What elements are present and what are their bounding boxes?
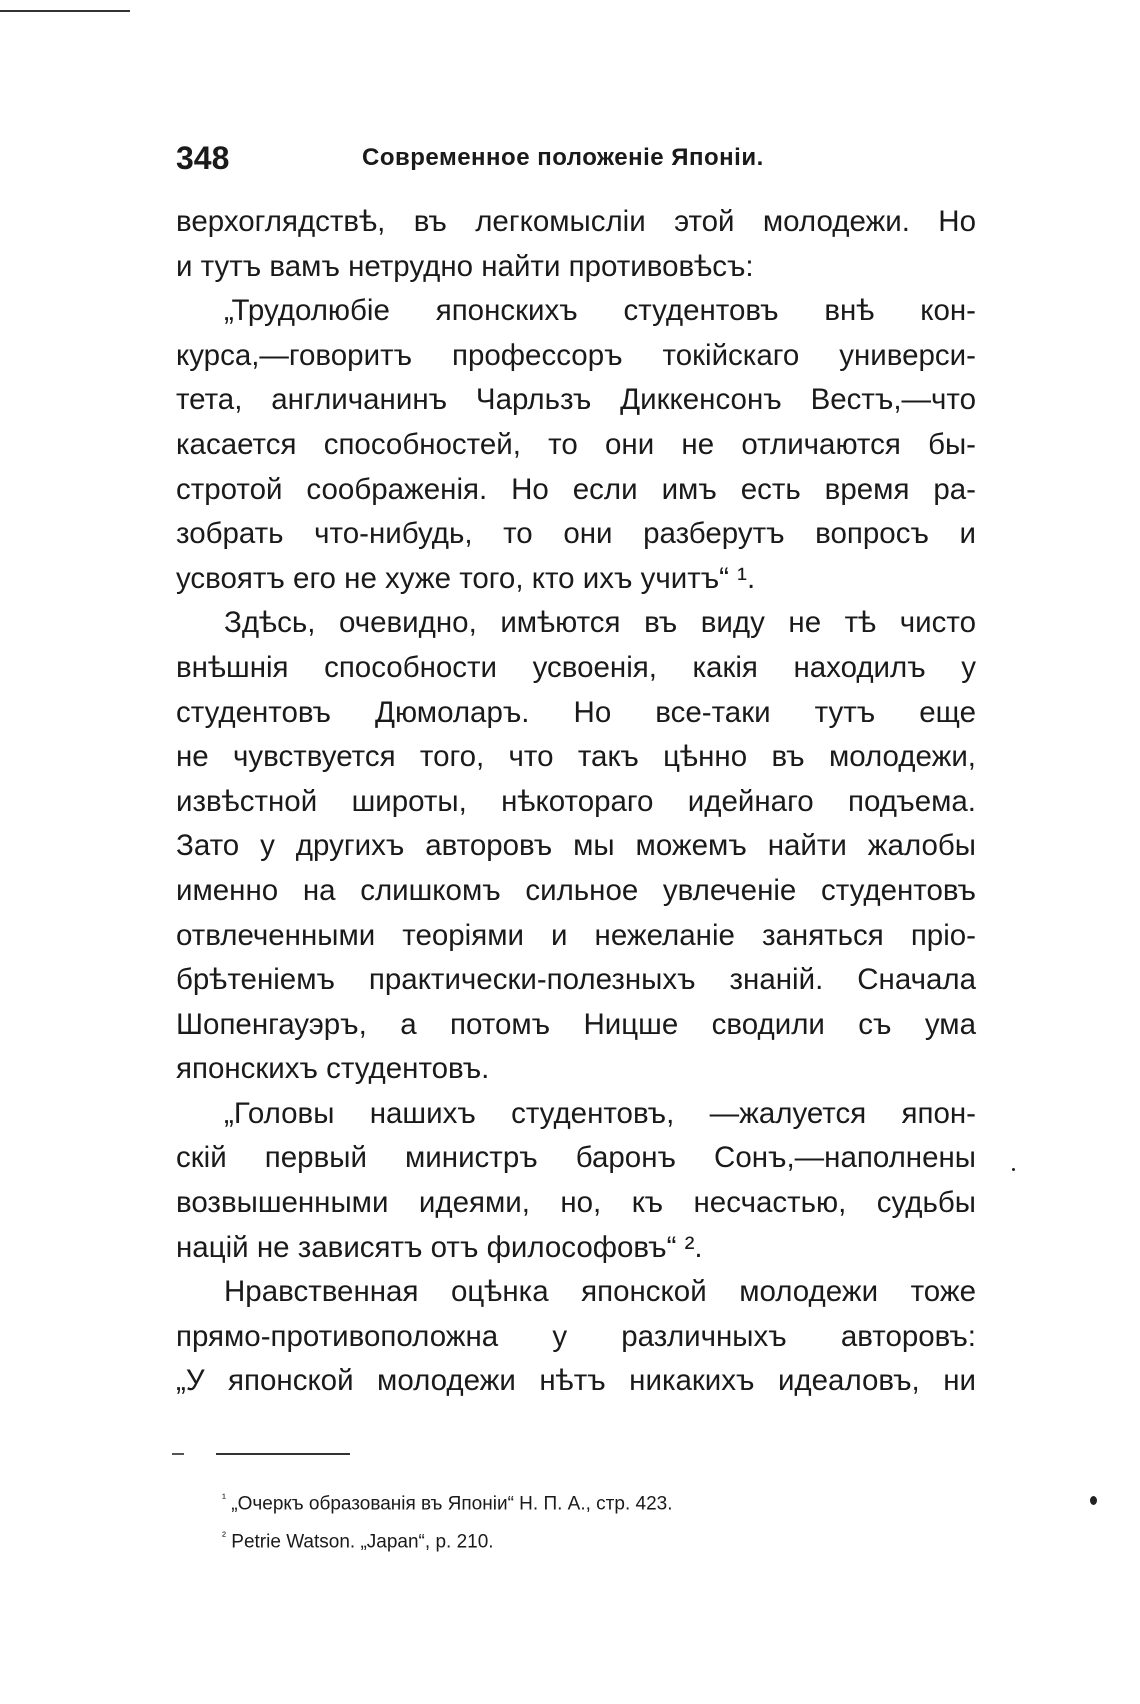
footnotes <box>222 1482 922 1559</box>
text-line: націй не зависятъ отъ философовъ“ ². <box>176 1230 703 1264</box>
running-title: Современное положеніе Японіи. <box>362 144 764 171</box>
text-line: Шопенгауэръ, а потомъ Ницше сводили съ ума <box>176 1007 976 1041</box>
text-line: стротой соображенія. Но если имъ есть время ра- <box>176 472 976 506</box>
text-line: именно на слишкомъ сильное увлеченіе студентовъ <box>176 873 976 907</box>
text-line: усвоятъ его не хуже того, кто ихъ учитъ“ ¹. <box>176 561 756 595</box>
footnote-mark: ¹ <box>222 1491 226 1505</box>
text-line: студентовъ Дюмоларъ. Но все-таки тутъ еще <box>176 695 976 729</box>
footnote <box>222 1482 922 1520</box>
text-line: касается способностей, то они не отличаются бы- <box>176 427 976 461</box>
body-text <box>176 200 976 1404</box>
text-line: тета, англичанинъ Чарльзъ Диккенсонъ Вестъ,—что <box>176 383 976 417</box>
footnote-separator-dash <box>172 1453 184 1455</box>
text-line: не чувствуется того, что такъ цѣнно въ молодежи, <box>176 740 976 774</box>
margin-speck <box>1012 1168 1015 1171</box>
text-line: и тутъ вамъ нетрудно найти противовѣсъ: <box>176 249 754 283</box>
text-line: „Трудолюбіе японскихъ студентовъ внѣ кон- <box>224 294 976 328</box>
text-line: зобрать что-нибудь, то они разберутъ вопросъ и <box>176 517 976 551</box>
text-line: возвышенными идеями, но, къ несчастью, судьбы <box>176 1186 976 1220</box>
page-header <box>176 140 976 180</box>
text-line: „Головы нашихъ студентовъ, —жалуется япон- <box>224 1096 976 1130</box>
text-line: извѣстной широты, нѣкотораго идейнаго подъема. <box>176 784 976 818</box>
text-line: „У японской молодежи нѣтъ никакихъ идеаловъ, ни <box>176 1364 976 1398</box>
page-number: 348 <box>176 140 230 176</box>
top-edge-rule <box>0 10 130 12</box>
text-line: Здѣсь, очевидно, имѣются въ виду не тѣ чисто <box>224 606 976 640</box>
footnote <box>222 1520 922 1558</box>
text-line: японскихъ студентовъ. <box>176 1052 490 1086</box>
text-line: Нравственная оцѣнка японской молодежи тоже <box>224 1275 976 1309</box>
text-line: внѣшнія способности усвоенія, какія находилъ у <box>176 650 976 684</box>
footnote-text: „Очеркъ образованія въ Японіи“ Н. П. А., стр. 423. <box>231 1493 673 1515</box>
footnote-text: Petrie Watson. „Japan“, p. 210. <box>231 1531 494 1553</box>
text-line: курса,—говоритъ профессоръ токійскаго универси- <box>176 338 976 372</box>
text-line: скій первый министръ баронъ Сонъ,—наполнены <box>176 1141 976 1175</box>
margin-speck <box>1090 1496 1097 1505</box>
text-line: отвлеченными теоріями и нежеланіе заняться пріо- <box>176 918 976 952</box>
text-line: прямо-противоположна у различныхъ авторовъ: <box>176 1319 976 1353</box>
text-line: Зато у другихъ авторовъ мы можемъ найти жалобы <box>176 829 976 863</box>
footnote-mark: ² <box>222 1529 226 1544</box>
text-line: брѣтеніемъ практически-полезныхъ знаній. Сначала <box>176 963 976 997</box>
text-line: верхоглядствѣ, въ легкомысліи этой молодежи. Но <box>176 205 976 238</box>
footnote-separator <box>216 1453 350 1455</box>
